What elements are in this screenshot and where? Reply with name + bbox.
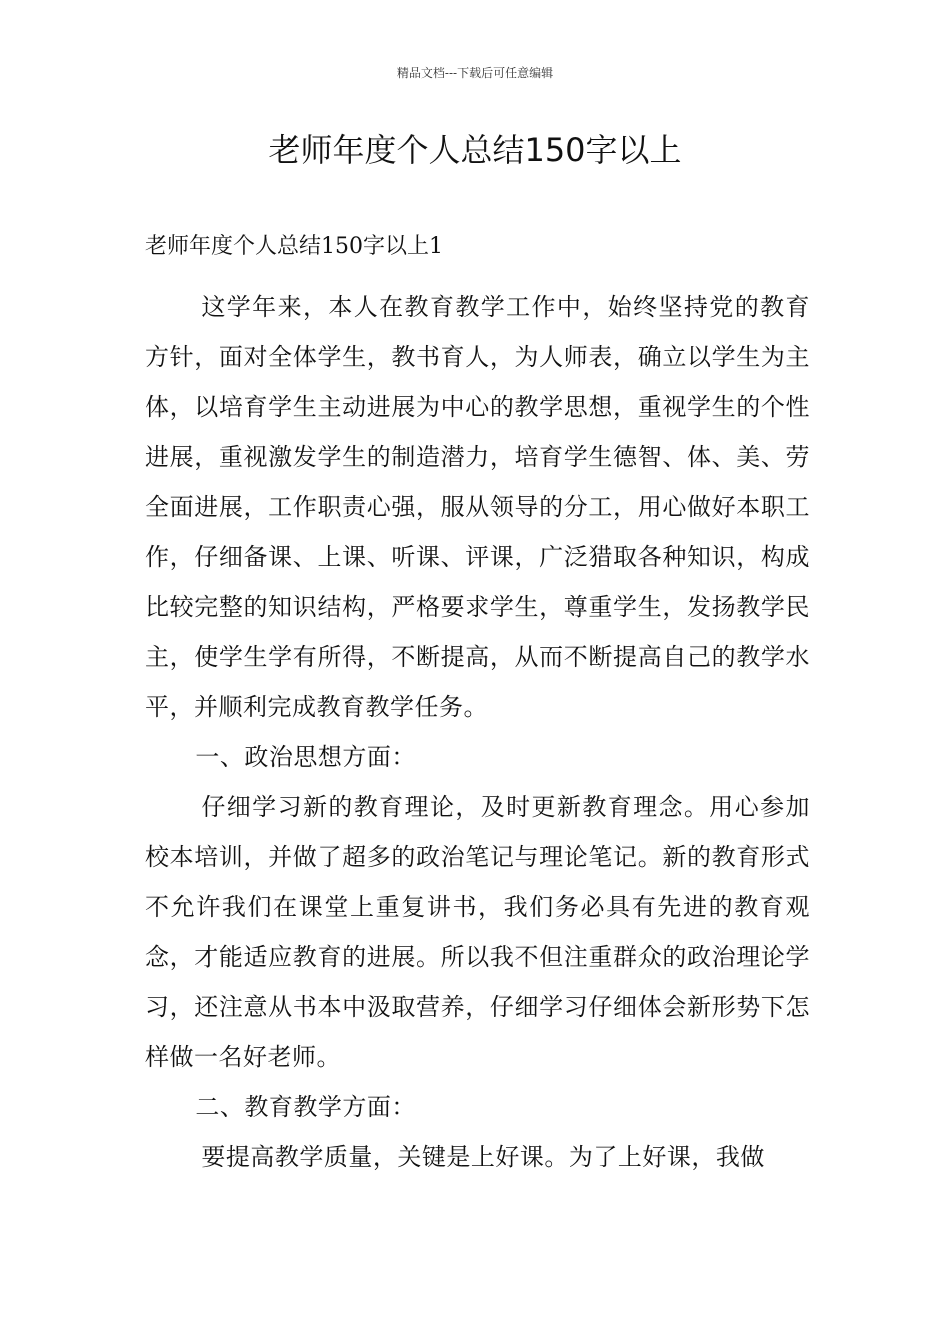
- document-title: 老师年度个人总结150字以上: [268, 131, 682, 169]
- paragraph-politics: 仔细学习新的教育理论，及时更新教育理念。用心参加校本培训，并做了超多的政治笔记与理论笔记。新的教育形式不允许我们在课堂上重复讲书，我们务必具有先进的教育观念，才能适应教育的进展。所以我不但注重群众的政治理论学习，还注意从书本中汲取营养，仔细学习仔细体会新形势下怎样做一名好老师。: [145, 793, 810, 1071]
- paragraph-intro: 这学年来，本人在教育教学工作中，始终坚持党的教育方针，面对全体学生，教书育人，为人师表，确立以学生为主体，以培育学生主动进展为中心的教学思想，重视学生的个性进展，重视激发学生的制造潜力，培育学生德智、体、美、劳全面进展，工作职责心强，服从领导的分工，用心做好本职工作，仔细备课、上课、听课、评课，广泛猎取各种知识，构成比较完整的知识结构，严格要求学生，尊重学生，发扬教学民主，使学生学有所得，不断提高，从而不断提高自己的教学水平，并顺利完成教育教学任务。: [145, 293, 810, 721]
- document-body: [145, 282, 810, 1182]
- section-heading-politics: 一、政治思想方面：: [195, 743, 416, 771]
- page-header: 精品文档---下载后可任意编辑: [396, 66, 554, 80]
- paragraph-teaching: 要提高教学质量，关键是上好课。为了上好课，我做: [201, 1143, 765, 1171]
- document-subtitle: 老师年度个人总结150字以上1: [145, 234, 443, 259]
- section-heading-teaching: 二、教育教学方面：: [195, 1093, 416, 1121]
